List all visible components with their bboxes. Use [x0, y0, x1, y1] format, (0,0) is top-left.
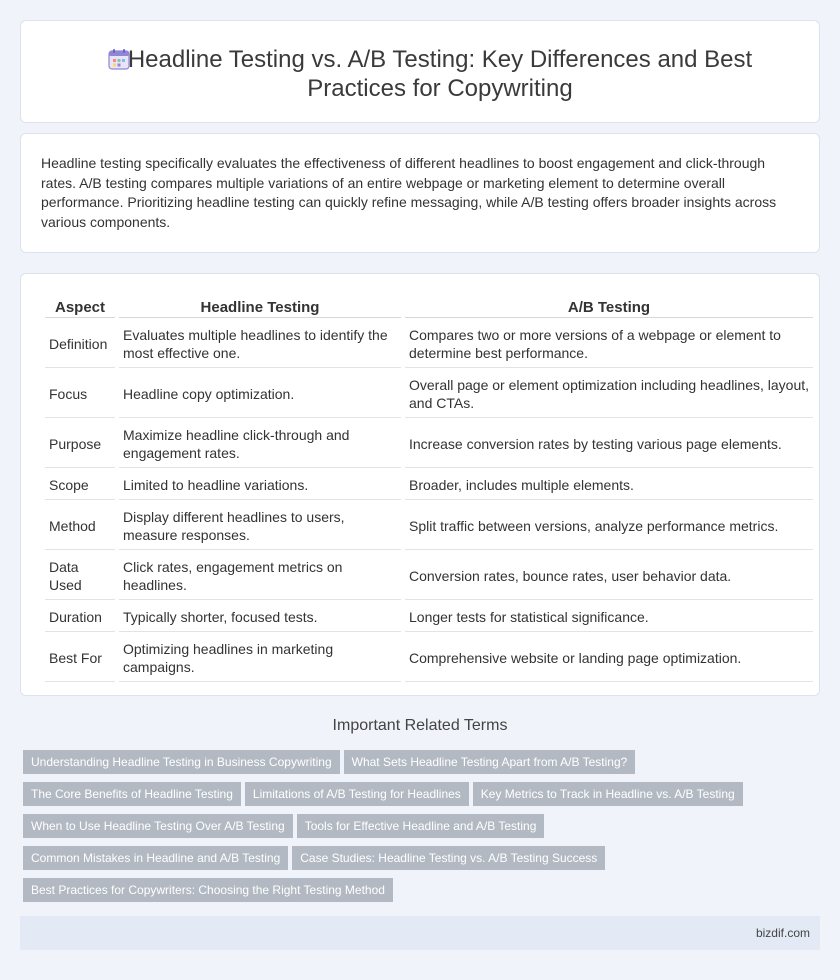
page-title: Headline Testing vs. A/B Testing: Key Differences and Best Practices for Copywriting [127, 46, 753, 102]
headline-testing-cell: Typically shorter, focused tests. [119, 602, 401, 632]
table-row [45, 420, 813, 468]
ab-testing-cell: Broader, includes multiple elements. [405, 470, 813, 500]
headline-testing-cell: Display different headlines to users, measure responses. [119, 502, 401, 550]
footer-site-link[interactable]: bizdif.com [755, 926, 810, 940]
ab-testing-cell: Compares two or more versions of a webpage or element to determine best performance. [405, 320, 813, 368]
related-term-link[interactable]: Best Practices for Copywriters: Choosing the Right Testing Method [23, 878, 393, 902]
table-row [45, 370, 813, 418]
headline-testing-cell: Limited to headline variations. [119, 470, 401, 500]
table-row [45, 470, 813, 500]
ab-testing-cell: Split traffic between versions, analyze performance metrics. [405, 502, 813, 550]
header-aspect: Aspect [45, 296, 115, 318]
aspect-cell: Best For [45, 634, 115, 682]
related-term-link[interactable]: Understanding Headline Testing in Business Copywriting [23, 750, 340, 774]
table-header-row [45, 296, 813, 318]
intro-card [20, 133, 820, 253]
related-terms-list [23, 750, 803, 910]
related-term-link[interactable]: Tools for Effective Headline and A/B Testing [297, 814, 545, 838]
aspect-cell: Focus [45, 370, 115, 418]
headline-testing-cell: Click rates, engagement metrics on headlines. [119, 552, 401, 600]
ab-testing-cell: Overall page or element optimization including headlines, layout, and CTAs. [405, 370, 813, 418]
headline-testing-cell: Evaluates multiple headlines to identify the most effective one. [119, 320, 401, 368]
related-term-link[interactable]: Case Studies: Headline Testing vs. A/B Testing Success [292, 846, 605, 870]
ab-testing-cell: Comprehensive website or landing page optimization. [405, 634, 813, 682]
table-row [45, 602, 813, 632]
intro-paragraph: Headline testing specifically evaluates the effectiveness of different headlines to boost engagement and click-through rates. A/B testing compares multiple variations of an entire webpage or marketing element to determine overall performance. Prioritizing headline testing can quickly refine messaging, while A/B testing offers broader insights across various components. [41, 155, 777, 230]
header-ab-testing: A/B Testing [405, 296, 813, 318]
aspect-cell: Data Used [45, 552, 115, 600]
aspect-cell: Definition [45, 320, 115, 368]
related-term-link[interactable]: Common Mistakes in Headline and A/B Testing [23, 846, 288, 870]
aspect-cell: Duration [45, 602, 115, 632]
aspect-cell: Purpose [45, 420, 115, 468]
ab-testing-cell: Conversion rates, bounce rates, user behavior data. [405, 552, 813, 600]
table-row [45, 320, 813, 368]
related-term-link[interactable]: Key Metrics to Track in Headline vs. A/B Testing [473, 782, 743, 806]
table-row [45, 502, 813, 550]
header-headline-testing: Headline Testing [119, 296, 401, 318]
aspect-cell: Method [45, 502, 115, 550]
related-term-link[interactable]: The Core Benefits of Headline Testing [23, 782, 241, 806]
tag-row [23, 846, 803, 878]
title-card [20, 20, 820, 123]
comparison-table [41, 294, 817, 684]
tag-row [23, 750, 803, 782]
headline-testing-cell: Headline copy optimization. [119, 370, 401, 418]
related-term-link[interactable]: Limitations of A/B Testing for Headlines [245, 782, 469, 806]
related-term-link[interactable]: What Sets Headline Testing Apart from A/B Testing? [344, 750, 636, 774]
headline-testing-cell: Optimizing headlines in marketing campaigns. [119, 634, 401, 682]
ab-testing-cell: Increase conversion rates by testing various page elements. [405, 420, 813, 468]
table-row [45, 634, 813, 682]
tag-row [23, 814, 803, 846]
related-term-link[interactable]: When to Use Headline Testing Over A/B Testing [23, 814, 293, 838]
related-terms-title: Important Related Terms [332, 717, 508, 734]
tag-row [23, 782, 803, 814]
footer [20, 916, 820, 950]
comparison-card [20, 273, 820, 696]
headline-testing-cell: Maximize headline click-through and engagement rates. [119, 420, 401, 468]
ab-testing-cell: Longer tests for statistical significance. [405, 602, 813, 632]
table-row [45, 552, 813, 600]
tag-row [23, 878, 803, 910]
aspect-cell: Scope [45, 470, 115, 500]
